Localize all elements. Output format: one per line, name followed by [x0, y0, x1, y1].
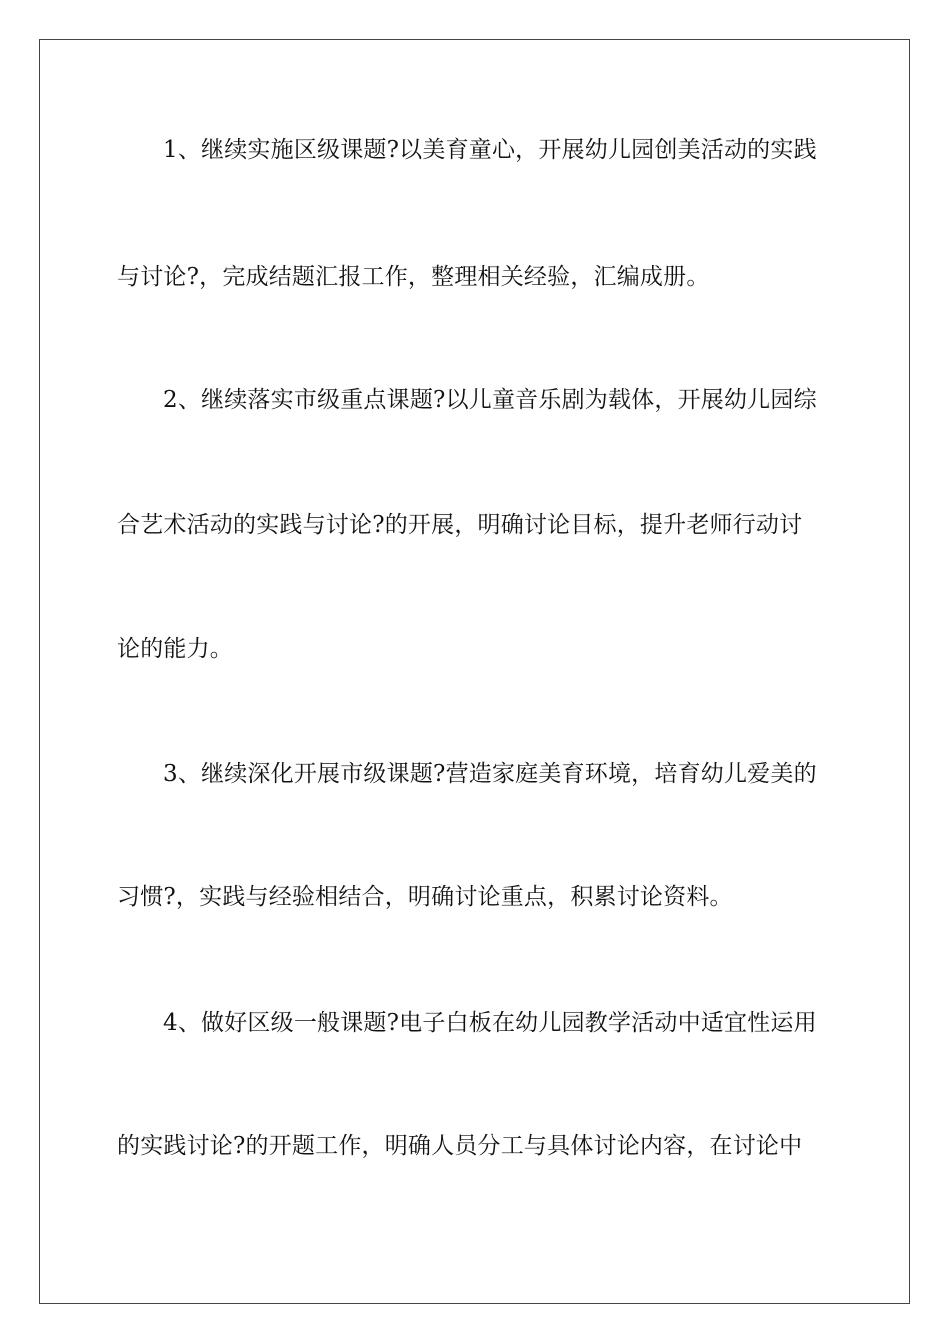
paragraph-1-line-1: 1、继续实施区级课题?以美育童心，开展幼儿园创美活动的实践: [163, 137, 817, 163]
paragraph-3-line-2: 习惯?，实践与经验相结合，明确讨论重点，积累讨论资料。: [117, 884, 733, 910]
paragraph-2-line-3: 论的能力。: [117, 636, 233, 662]
paragraph-4-line-1: 4、做好区级一般课题?电子白板在幼儿园教学活动中适宜性运用: [163, 1010, 817, 1036]
paragraph-3-line-1: 3、继续深化开展市级课题?营造家庭美育环境，培育幼儿爱美的: [163, 761, 817, 787]
paragraph-4-line-2: 的实践讨论?的开题工作，明确人员分工与具体讨论内容，在讨论中: [117, 1133, 803, 1159]
page-border: [39, 39, 910, 1304]
paragraph-2-line-2: 合艺术活动的实践与讨论?的开展，明确讨论目标，提升老师行动讨: [117, 512, 803, 538]
paragraph-1-line-2: 与讨论?，完成结题汇报工作，整理相关经验，汇编成册。: [117, 264, 710, 290]
paragraph-2-line-1: 2、继续落实市级重点课题?以儿童音乐剧为载体，开展幼儿园综: [163, 387, 817, 413]
